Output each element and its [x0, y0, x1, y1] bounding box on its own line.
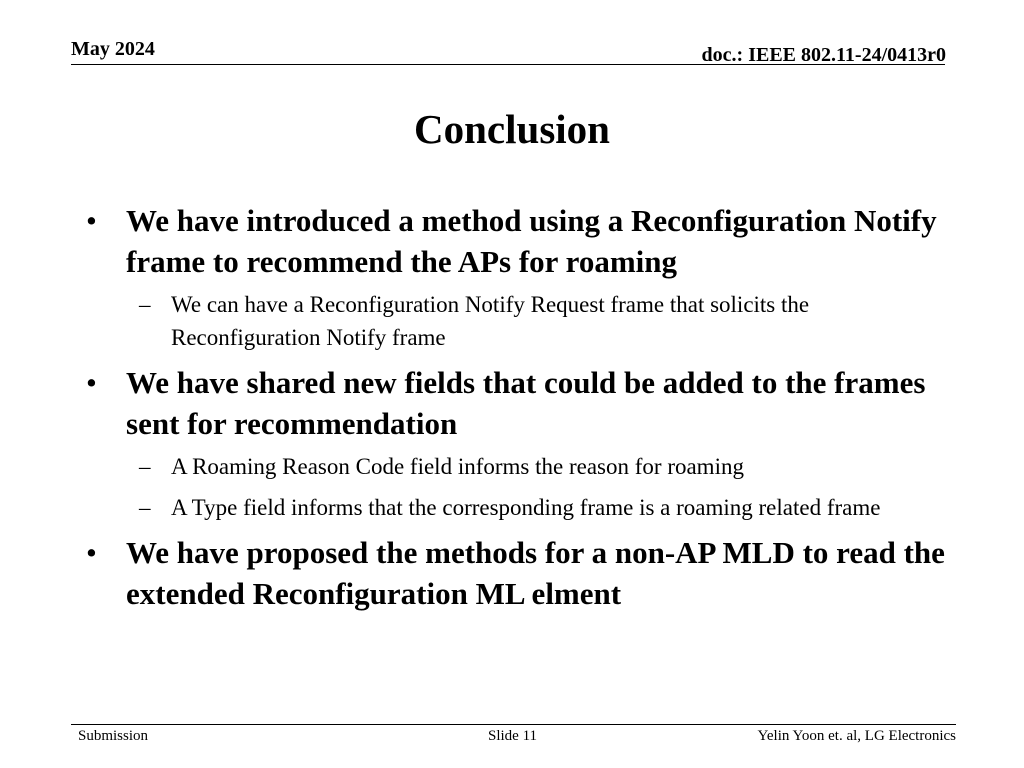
sub-bullet-item	[76, 450, 956, 483]
sub-bullet-marker: –	[139, 454, 151, 479]
footer-submission: Submission	[78, 728, 149, 744]
footer-slide-number: Slide 11	[488, 728, 538, 744]
bullet-marker: •	[86, 535, 97, 570]
slide-body	[76, 200, 956, 620]
bullet-item	[76, 532, 956, 614]
footer-authors: Yelin Yoon et. al, LG Electronics	[757, 728, 956, 744]
bullet-marker: •	[86, 203, 97, 238]
sub-bullet-text: A Roaming Reason Code field informs the reason for roaming	[171, 454, 744, 479]
bullet-item	[76, 362, 956, 444]
sub-bullet-text: We can have a Reconfiguration Notify Request frame that solicits the Reconfiguration Notify frame	[171, 292, 810, 350]
bullet-item	[76, 200, 956, 282]
sub-bullet-text: A Type field informs that the corresponding frame is a roaming related frame	[171, 495, 881, 520]
bullet-marker: •	[86, 365, 97, 400]
sub-bullet-item	[76, 491, 956, 524]
sub-bullet-marker: –	[139, 495, 151, 520]
sub-bullet-item	[76, 288, 956, 354]
footer-divider	[71, 724, 956, 725]
bullet-text: We have proposed the methods for a non-AP MLD to read the extended Reconfiguration ML elment	[126, 535, 945, 611]
sub-bullet-marker: –	[139, 292, 151, 317]
bullet-text: We have shared new fields that could be added to the frames sent for recommendation	[126, 365, 926, 441]
header-date: May 2024	[71, 38, 155, 60]
slide-title: Conclusion	[414, 106, 610, 152]
header-doc-id: doc.: IEEE 802.11-24/0413r0	[701, 44, 946, 66]
header-divider	[71, 64, 945, 65]
bullet-text: We have introduced a method using a Reconfiguration Notify frame to recommend the APs for roaming	[126, 203, 937, 279]
